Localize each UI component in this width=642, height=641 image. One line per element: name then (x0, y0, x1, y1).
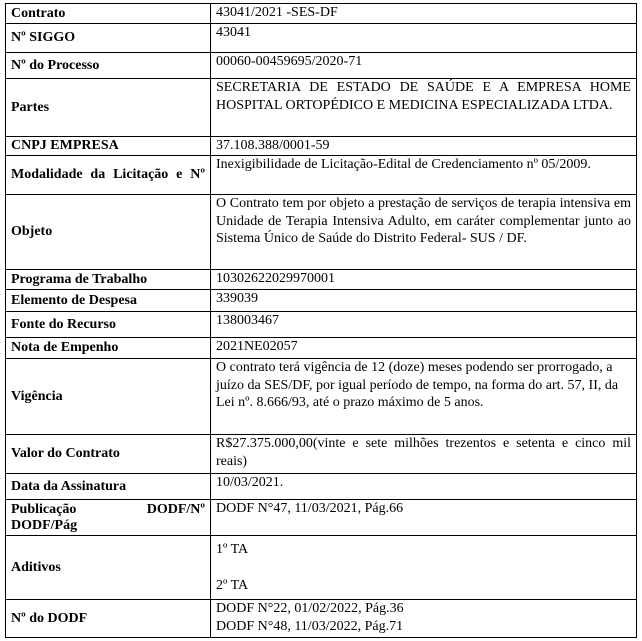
fonte-label: Fonte do Recurso (6, 312, 211, 338)
table-row (6, 338, 637, 359)
partes-value: SECRETARIA DE ESTADO DE SAÚDE E A EMPRESA HOME HOSPITAL ORTOPÉDICO E MEDICINA ESPECIALIZADA LTDA. (211, 79, 637, 137)
modalidade-label-text: Modalidade da Licitação e Nº (11, 167, 205, 182)
table-row (6, 79, 637, 137)
table-row (6, 156, 637, 195)
vigencia-value: O contrato terá vigência de 12 (doze) meses podendo ser prorrogado, a juízo da SES/DF, por igual período de tempo, na forma do art. 57, II, da Lei nº. 8.666/93, até o prazo máximo de 5 anos. (211, 359, 637, 435)
empenho-value: 2021NE02057 (211, 338, 637, 359)
elemento-label: Elemento de Despesa (6, 290, 211, 312)
publicacao-value: DODF N°47, 11/03/2021, Pág.66 (211, 500, 637, 536)
partes-label: Partes (6, 79, 211, 137)
table-row (6, 474, 637, 500)
dodf-item: DODF N°48, 11/03/2022, Pág.71 (216, 618, 404, 634)
publicacao-label-part3: DODF/Pág (11, 517, 78, 533)
table-row (6, 270, 637, 290)
processo-label: Nº do Processo (6, 53, 211, 79)
table-row (6, 435, 637, 474)
empenho-label: Nota de Empenho (6, 338, 211, 359)
programa-label: Programa de Trabalho (6, 270, 211, 290)
valor-value: R$27.375.000,00(vinte e sete milhões trezentos e setenta e cinco mil reais) (211, 435, 637, 474)
fonte-value: 138003467 (211, 312, 637, 338)
modalidade-value: Inexigibilidade de Licitação-Edital de Credenciamento nº 05/2009. (211, 156, 637, 195)
table-row (6, 24, 637, 53)
table-row (6, 137, 637, 156)
modalidade-label (6, 156, 211, 195)
publicacao-label-line1 (11, 502, 205, 518)
publicacao-label-part1: Publicação (11, 501, 77, 517)
cnpj-label: CNPJ EMPRESA (6, 137, 211, 156)
contract-summary-table (5, 3, 637, 638)
aditivos-label: Aditivos (6, 536, 211, 600)
aditivo-spacer (216, 559, 631, 577)
siggo-value: 43041 (211, 24, 637, 53)
contrato-value: 43041/2021 -SES-DF (211, 4, 637, 24)
elemento-value: 339039 (211, 290, 637, 312)
dodf-label: Nº do DODF (6, 600, 211, 638)
valor-label: Valor do Contrato (6, 435, 211, 474)
table-row (6, 500, 637, 536)
siggo-label: Nº SIGGO (6, 24, 211, 53)
aditivos-value (211, 536, 637, 600)
assinatura-value: 10/03/2021. (211, 474, 637, 500)
assinatura-label: Data da Assinatura (6, 474, 211, 500)
aditivo-item: 2º TA (216, 577, 249, 593)
publicacao-label-part2: DODF/Nº (146, 501, 205, 517)
processo-value: 00060-00459695/2020-71 (211, 53, 637, 79)
publicacao-label (6, 500, 211, 536)
table-row (6, 4, 637, 24)
table-row (6, 195, 637, 270)
programa-value: 10302622029970001 (211, 270, 637, 290)
table-row (6, 53, 637, 79)
table-row (6, 312, 637, 338)
dodf-value (211, 600, 637, 638)
table-row (6, 600, 637, 638)
table-row (6, 290, 637, 312)
table-row (6, 359, 637, 435)
cnpj-value: 37.108.388/0001-59 (211, 137, 637, 156)
contrato-label: Contrato (6, 4, 211, 24)
aditivo-item: 1º TA (216, 542, 249, 557)
dodf-item: DODF N°22, 01/02/2022, Pág.36 (216, 601, 404, 616)
objeto-label: Objeto (6, 195, 211, 270)
table-row (6, 536, 637, 600)
objeto-value: O Contrato tem por objeto a prestação de serviços de terapia intensiva em Unidade de Terapia Intensiva Adulto, em caráter complementar junto ao Sistema Único de Saúde do Distrito Federal- SUS / DF. (211, 195, 637, 270)
vigencia-label: Vigência (6, 359, 211, 435)
